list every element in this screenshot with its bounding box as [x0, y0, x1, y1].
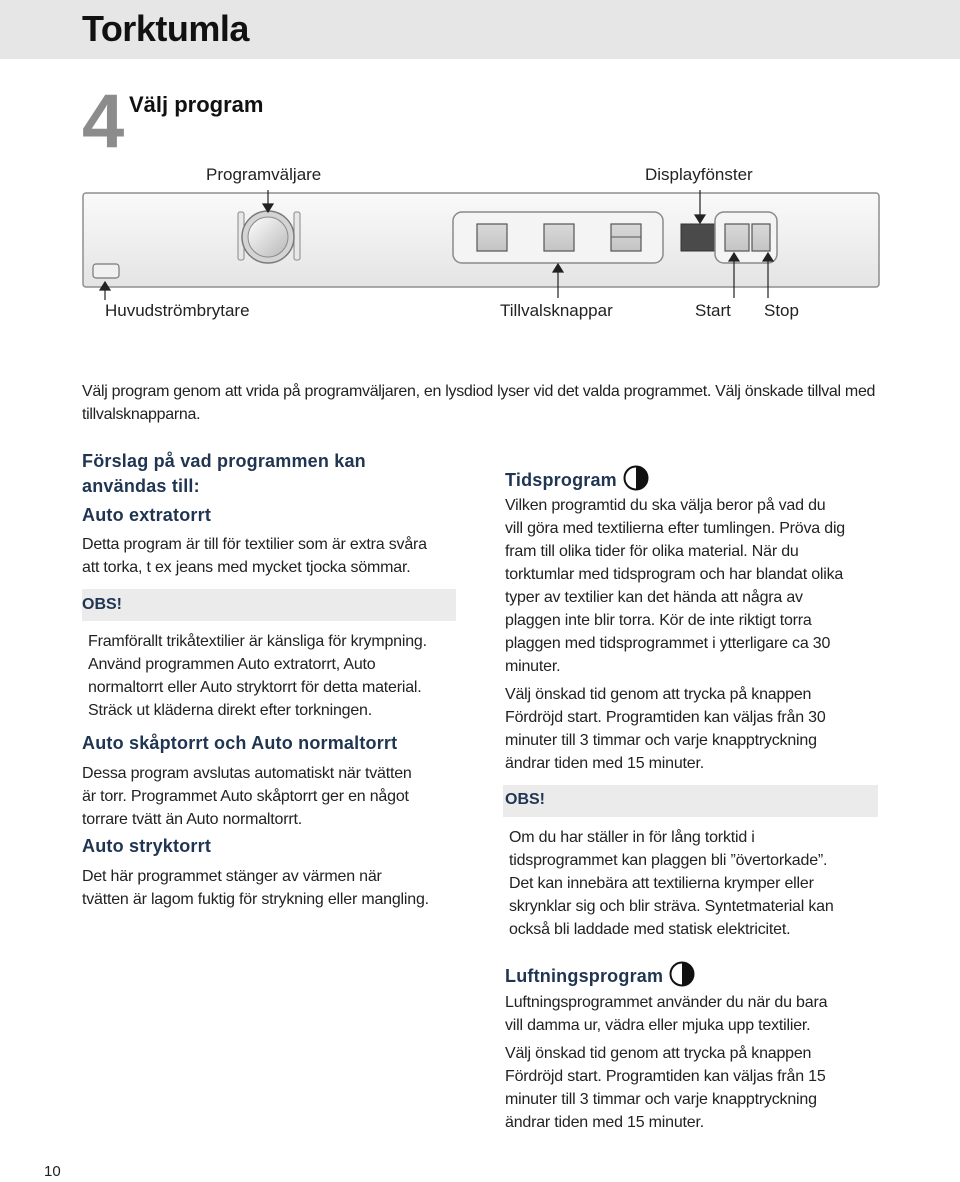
text-line: torktumlar med tidsprogram och har blandat olika — [505, 566, 844, 583]
obs-left-line3: normaltorrt eller Auto stryktorrt för detta material. — [88, 679, 422, 696]
intro-paragraph: Välj program genom att vrida på programväljaren, en lysdiod lyser vid det valda programmet. Välj önskade tillval med tillvalsknapparna. — [82, 383, 876, 423]
label-program-selector: Programväljare — [206, 165, 322, 184]
text-line: ändrar tiden med 15 minuter. — [505, 1114, 704, 1131]
label-start: Start — [695, 301, 731, 320]
suggestions-heading-line1: Förslag på vad programmen kan — [82, 451, 366, 471]
page-title: Torktumla — [82, 8, 249, 49]
control-panel-illustration — [0, 0, 960, 330]
half-circle-icon — [669, 961, 695, 987]
option-buttons-group — [453, 212, 663, 263]
auto-skaptorrt-line1: Dessa program avslutas automatiskt när tvätten — [82, 765, 412, 782]
obs-band-left — [82, 589, 456, 621]
text-line: minuter. — [505, 658, 561, 675]
step-title: Välj program — [129, 92, 264, 117]
luftningsprogram-heading — [505, 961, 695, 987]
tidsprogram-p1 — [505, 494, 845, 678]
text-line: Välj önskad tid genom att trycka på knappen — [505, 1045, 812, 1062]
auto-skaptorrt-line3: torrare tvätt än Auto normaltorrt. — [82, 811, 302, 828]
text-line: Välj önskad tid genom att trycka på knappen — [505, 686, 812, 703]
obs-left-line2: Använd programmen Auto extratorrt, Auto — [88, 656, 376, 673]
obs-left-line4: Sträck ut kläderna direkt efter torkningen. — [88, 702, 372, 719]
text-line: Fördröjd start. Programtiden kan väljas från 30 — [505, 709, 826, 726]
text-line: skrynklar sig och blir sträva. Syntetmaterial kan — [509, 898, 834, 915]
text-line: minuter till 3 timmar och varje knapptryckning — [505, 732, 817, 749]
text-line: Om du har ställer in för lång torktid i — [509, 829, 755, 846]
half-circle-icon — [623, 465, 649, 491]
auto-stryktorrt-line1: Det här programmet stänger av värmen när — [82, 868, 382, 885]
text-line: fram till olika tider för olika material. När du — [505, 543, 799, 560]
auto-extratorrt-line1: Detta program är till för textilier som är extra svåra — [82, 536, 427, 553]
auto-stryktorrt-heading: Auto stryktorrt — [82, 836, 212, 856]
text-line: plaggen inte blir torra. Kör de inte riktigt torra — [505, 612, 812, 629]
auto-extratorrt-heading: Auto extratorrt — [82, 505, 212, 525]
obs-right-text — [509, 826, 834, 941]
text-line: tidsprogrammet kan plaggen bli ”övertorkade”. — [509, 852, 828, 869]
obs-label-left: OBS! — [82, 596, 122, 613]
text-line: Det kan innebära att textilierna krymper eller — [509, 875, 814, 892]
text-line: vill damma ur, vädra eller mjuka upp textilier. — [505, 1017, 811, 1034]
page-number: 10 — [44, 1163, 61, 1180]
text-line: Vilken programtid du ska välja beror på vad du — [505, 497, 826, 514]
main-switch — [93, 264, 119, 278]
auto-stryktorrt-line2: tvätten är lagom fuktig för strykning eller mangling. — [82, 891, 429, 908]
label-main-switch: Huvudströmbrytare — [105, 301, 250, 320]
text-line: vill göra med textilierna efter tumlingen. Pröva dig — [505, 520, 845, 537]
text-line: Luftningsprogrammet använder du när du bara — [505, 994, 828, 1011]
tidsprogram-p2 — [505, 683, 826, 775]
text-line: typer av textilier kan det hända att några av — [505, 589, 803, 606]
auto-skaptorrt-heading: Auto skåptorrt och Auto normaltorrt — [82, 733, 398, 753]
suggestions-heading-line2: användas till: — [82, 476, 200, 496]
text-line: också bli laddade med statisk elektricitet. — [509, 921, 791, 938]
tidsprogram-heading — [505, 465, 649, 491]
text-line: Fördröjd start. Programtiden kan väljas från 15 — [505, 1068, 826, 1085]
luftningsprogram-p1 — [505, 991, 827, 1037]
display-window — [681, 224, 715, 251]
obs-band-right — [503, 785, 878, 817]
obs-left-line1: Framförallt trikåtextilier är känsliga för krympning. — [88, 633, 427, 650]
step-number: 4 — [82, 79, 122, 164]
auto-skaptorrt-line2: är torr. Programmet Auto skåptorrt ger en något — [82, 788, 409, 805]
label-display-window: Displayfönster — [645, 165, 753, 184]
label-stop: Stop — [764, 301, 799, 320]
obs-label-right: OBS! — [505, 791, 545, 808]
auto-extratorrt-line2: att torka, t ex jeans med mycket tjocka sömmar. — [82, 559, 411, 576]
text-line: plaggen med tidsprogrammet i ytterligare ca 30 — [505, 635, 831, 652]
tidsprogram-heading-text: Tidsprogram — [505, 470, 617, 490]
label-option-buttons: Tillvalsknappar — [500, 301, 613, 320]
luftningsprogram-heading-text: Luftningsprogram — [505, 966, 664, 986]
luftningsprogram-p2 — [505, 1042, 826, 1134]
text-line: minuter till 3 timmar och varje knapptryckning — [505, 1091, 817, 1108]
text-line: ändrar tiden med 15 minuter. — [505, 755, 704, 772]
